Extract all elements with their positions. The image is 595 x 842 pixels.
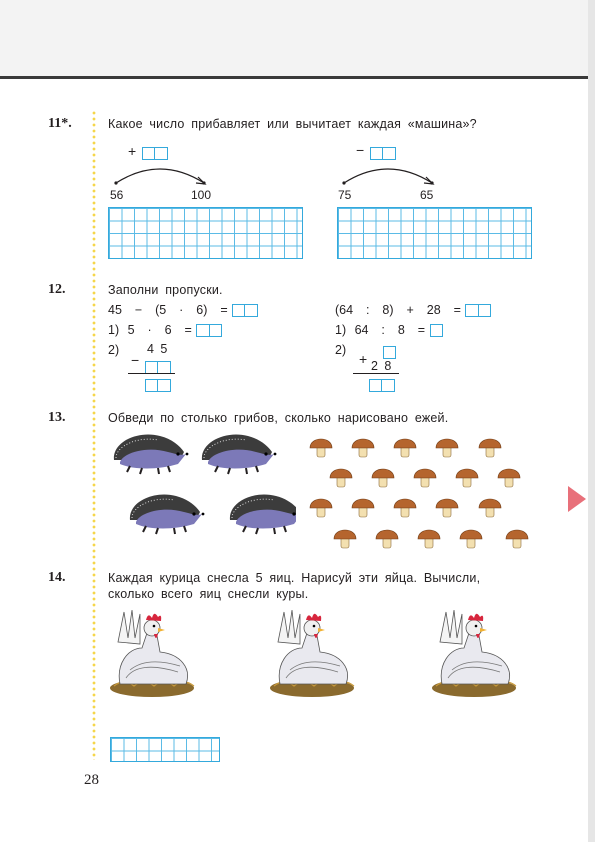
scan-top-area — [0, 0, 595, 78]
task-12-right-step1-box[interactable] — [430, 324, 443, 337]
task-13-number: 13. — [48, 410, 66, 425]
mushroom-row-4 — [334, 530, 528, 548]
task-12-left-expression-row — [108, 301, 258, 319]
task-14-text-line1: Каждая курица снесла 5 яиц. Нарисуй эти яйца. Вычисли, — [108, 571, 481, 585]
scan-top-edge — [0, 76, 595, 79]
task-11-left-arc — [108, 155, 218, 187]
hedgehog-4 — [230, 494, 296, 534]
task-14-answer-grid[interactable] — [110, 737, 220, 762]
task-14-number: 14. — [48, 570, 66, 585]
hedgehogs-illustration — [106, 428, 296, 546]
task-12-text: Заполни пропуски. — [108, 283, 223, 297]
mushroom-row-1 — [310, 439, 501, 457]
task-11-right-operator: − — [356, 142, 365, 158]
page-tab-marker — [568, 486, 586, 512]
hen-3 — [432, 610, 516, 697]
hen-1 — [110, 610, 194, 697]
task-12-left-step2-minus: − — [131, 352, 140, 368]
task-12-right-expression: (64 : 8) + 28 = — [335, 303, 461, 317]
hen-2 — [270, 610, 354, 697]
hedgehog-1 — [114, 434, 189, 474]
task-11-number: 11*. — [48, 116, 72, 131]
task-12-left-step2-label: 2) — [108, 343, 120, 357]
task-11-right-to: 65 — [420, 188, 434, 202]
task-12-left-result-box[interactable] — [232, 304, 258, 317]
page-number: 28 — [84, 772, 99, 788]
task-11-right-from: 75 — [338, 188, 352, 202]
task-12-left-step2-line — [128, 373, 175, 374]
task-14-text-line2: сколько всего яиц снесли куры. — [108, 587, 309, 601]
task-12-right-step2-result-box[interactable] — [369, 376, 395, 394]
task-12-left-step1-box[interactable] — [196, 324, 222, 337]
task-11-left-grid[interactable] — [108, 207, 303, 259]
task-12-left-step1-row — [108, 321, 222, 339]
hens-illustration — [104, 606, 524, 702]
task-13-text: Обведи по столько грибов, сколько нарисовано ежей. — [108, 411, 449, 425]
task-12-right-result-box[interactable] — [465, 304, 491, 317]
task-12-right-expression-row — [335, 301, 491, 319]
task-11-right-grid[interactable] — [337, 207, 532, 259]
task-12-left-step1-expression: 5 · 6 = — [127, 323, 192, 337]
hedgehog-2 — [202, 434, 277, 474]
margin-dotted-line — [92, 110, 96, 760]
task-11-left-to: 100 — [191, 188, 212, 202]
task-12-right-step2-plus: + — [359, 351, 368, 367]
task-12-right-step2-label: 2) — [335, 343, 347, 357]
task-12-right-step1-row — [335, 321, 443, 339]
task-11-left-from: 56 — [110, 188, 124, 202]
hedgehog-3 — [130, 494, 205, 534]
task-12-right-step2-bottom: 2 8 — [371, 359, 392, 373]
task-12-left-step2-result-box[interactable] — [145, 376, 171, 394]
task-12-left-step1-label: 1) — [108, 323, 120, 337]
task-12-left-step2-top: 4 5 — [147, 342, 168, 356]
task-12-right-step1-label: 1) — [335, 323, 347, 337]
task-12-left-expression: 45 − (5 · 6) = — [108, 303, 228, 317]
mushroom-row-3 — [310, 499, 501, 517]
task-11-text: Какое число прибавляет или вычитает каждая «машина»? — [108, 117, 477, 131]
task-12-right-step2-line — [353, 373, 399, 374]
mushrooms-illustration — [305, 430, 545, 555]
page-right-edge — [588, 0, 595, 842]
mushroom-row-2 — [330, 469, 520, 487]
task-12-right-step1-expression: 64 : 8 = — [354, 323, 426, 337]
task-11-right-arc — [336, 155, 446, 187]
task-12-number: 12. — [48, 282, 66, 297]
task-11-left-operator: + — [128, 143, 137, 159]
